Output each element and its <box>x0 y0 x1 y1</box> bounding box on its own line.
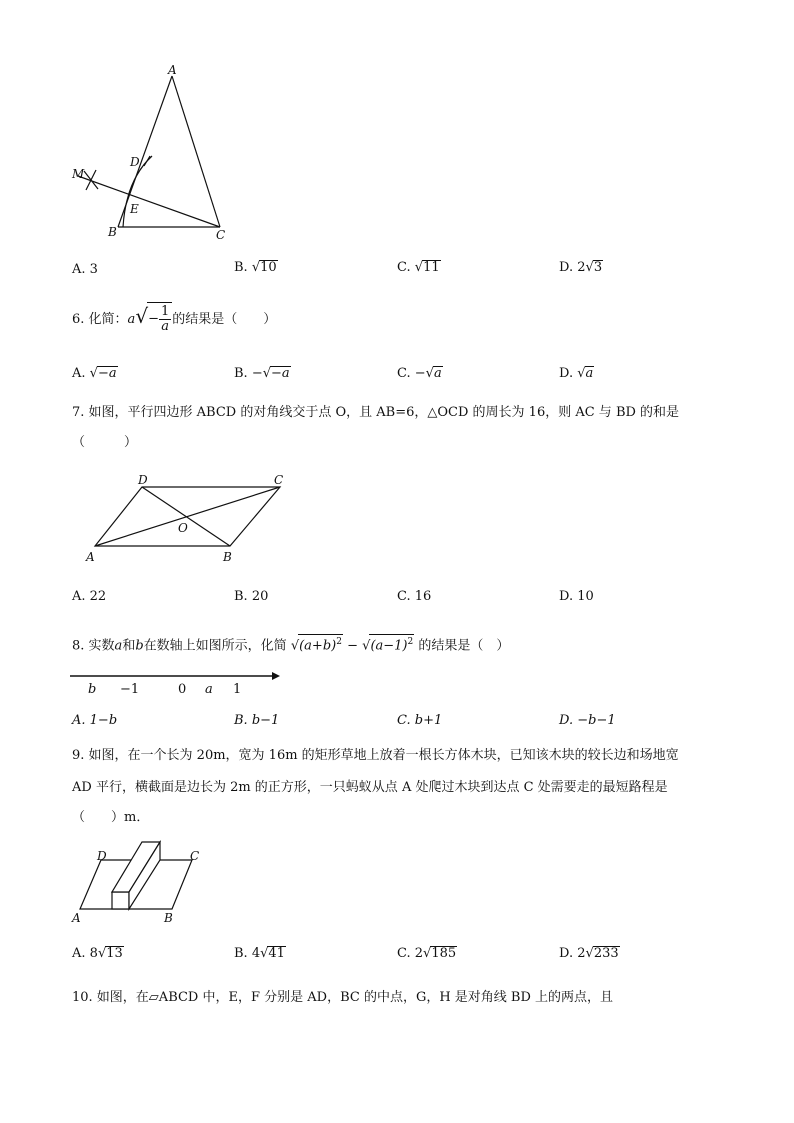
q8-suffix: 的结果是（ ） <box>418 638 510 654</box>
q9-wood-block-figure <box>70 838 220 928</box>
q6-option-d <box>559 366 594 381</box>
q6-option-b <box>234 366 291 381</box>
q8-number-line <box>68 665 288 697</box>
sqrt-symbol: √ <box>585 260 594 275</box>
q6-stem <box>72 302 276 334</box>
radicand-2 <box>369 634 414 653</box>
label-o: O <box>178 521 188 535</box>
option-prefix: D. <box>559 366 574 381</box>
radicand: −a <box>97 366 117 381</box>
label-b: B <box>108 225 117 239</box>
label-d: D <box>97 849 107 863</box>
label-c: C <box>274 473 284 487</box>
option-prefix: A. <box>72 262 86 277</box>
q8-option-d: D. −b−1 <box>559 713 616 728</box>
label-d: D <box>138 473 148 487</box>
option-prefix: C. <box>397 366 411 381</box>
radicand: 13 <box>106 946 123 961</box>
arc-tick <box>144 156 150 166</box>
q7-stem-line2: （ ） <box>72 435 138 450</box>
diagonal-ac <box>95 487 280 546</box>
sqrt-symbol: √ <box>414 260 424 275</box>
q7-option-b: B. 20 <box>234 589 269 604</box>
q7-option-a: A. 22 <box>72 589 107 604</box>
sqrt-symbol: √ <box>585 946 594 961</box>
radicand: 3 <box>593 260 603 275</box>
sqrt-symbol: √ <box>290 638 300 654</box>
q5-option-c <box>397 260 441 275</box>
radicand: a <box>585 366 594 381</box>
neg-sign: − <box>148 311 159 327</box>
option-sign: − <box>414 366 426 381</box>
label-c: C <box>216 228 226 242</box>
radicand: 11 <box>423 260 440 275</box>
q5-triangle-figure <box>60 60 250 250</box>
q8-option-c: C. b+1 <box>397 713 443 728</box>
var-a: a <box>127 312 136 327</box>
label-b: B <box>164 911 173 925</box>
option-prefix: A. <box>72 946 86 961</box>
sqrt-symbol: √ <box>251 260 261 275</box>
expr-1: (a+b) <box>299 638 337 654</box>
q6-option-a <box>72 366 118 381</box>
q5-option-d <box>559 260 603 275</box>
sqrt-symbol: √ <box>577 366 586 381</box>
q7-option-c: C. 16 <box>397 589 432 604</box>
tick-label-a: a <box>205 682 213 697</box>
exp-1: 2 <box>336 637 342 647</box>
q8-and: 和 <box>122 638 136 654</box>
fraction <box>159 305 171 334</box>
q9-option-c <box>397 946 457 961</box>
label-c: C <box>190 849 200 863</box>
q10-stem-line1: 10. 如图，在▱ABCD 中，E，F 分别是 AD，BC 的中点，G，H 是对角线 BD 上的两点，且 <box>72 990 614 1005</box>
option-coef: 4 <box>251 946 261 961</box>
sqrt-symbol: √ <box>135 304 149 328</box>
option-prefix: B. <box>234 946 248 961</box>
option-coef: 2 <box>577 946 586 961</box>
label-a: A <box>86 550 95 564</box>
option-coef: 2 <box>577 260 586 275</box>
diagonal-bd <box>142 487 230 546</box>
line-ac <box>172 76 220 227</box>
option-coef: 2 <box>414 946 424 961</box>
label-a: A <box>168 63 177 77</box>
tick-label-b: b <box>88 682 97 697</box>
axis-arrow <box>272 672 280 680</box>
option-prefix: D. <box>559 946 574 961</box>
radicand: a <box>433 366 442 381</box>
sqrt-symbol: √ <box>97 946 107 961</box>
var-b: b <box>135 638 144 654</box>
radicand <box>147 302 172 334</box>
option-sign: − <box>251 366 263 381</box>
option-prefix: B. <box>234 366 248 381</box>
block-front-face <box>112 892 129 909</box>
radicand-1 <box>298 634 343 653</box>
label-m: M <box>72 167 85 181</box>
option-coef: 8 <box>89 946 98 961</box>
option-prefix: B. <box>234 260 248 275</box>
q9-option-b <box>234 946 286 961</box>
tick-label-neg1: −1 <box>120 682 140 697</box>
q6-suffix: 的结果是（ ） <box>172 312 277 327</box>
option-prefix: C. <box>397 946 411 961</box>
sqrt-symbol: √ <box>423 946 432 961</box>
radicand: 185 <box>431 946 457 961</box>
q9-option-d <box>559 946 620 961</box>
q7-parallelogram-figure <box>80 468 300 568</box>
q8-mid: 在数轴上如图所示，化简 <box>143 638 287 654</box>
q8-prefix: 8. 实数 <box>72 638 115 654</box>
option-value: 3 <box>89 262 98 277</box>
q7-stem-line1: 7. 如图，平行四边形 ABCD 的对角线交于点 O，且 AB=6，△OCD 的周长为 16，则 AC 与 BD 的和是 <box>72 405 680 420</box>
q8-option-a: A. 1−b <box>72 713 118 728</box>
radicand: 10 <box>260 260 277 275</box>
option-prefix: A. <box>72 366 86 381</box>
sqrt-symbol: √ <box>260 946 269 961</box>
q9-stem-line2: AD 平行，横截面是边长为 2m 的正方形，一只蚂蚁从点 A 处爬过木块到达点 C 处需要走的最短路程是 <box>72 780 668 795</box>
denominator: a <box>161 319 169 334</box>
label-e: E <box>130 202 139 216</box>
sqrt-symbol: √ <box>89 366 98 381</box>
label-a: A <box>72 911 81 925</box>
radicand: 41 <box>268 946 285 961</box>
q5-option-a <box>72 262 98 277</box>
option-prefix: C. <box>397 260 411 275</box>
numerator: 1 <box>160 304 170 319</box>
q6-option-c <box>397 366 443 381</box>
sqrt-symbol: √ <box>425 366 434 381</box>
option-prefix: D. <box>559 260 574 275</box>
line-mc <box>78 176 220 227</box>
sqrt-symbol: √ <box>362 638 371 654</box>
radicand: 233 <box>593 946 619 961</box>
minus-sign: − <box>347 638 358 654</box>
var-a: a <box>114 638 123 654</box>
label-b: B <box>223 550 232 564</box>
q9-stem-line1: 9. 如图，在一个长为 20m，宽为 16m 的矩形草地上放着一根长方体木块，已知该木块的较长边和场地宽 <box>72 748 679 763</box>
q8-option-b: B. b−1 <box>234 713 280 728</box>
radicand: −a <box>271 366 290 381</box>
sqrt-symbol: √ <box>262 366 272 381</box>
label-d: D <box>130 155 140 169</box>
tick-label-zero: 0 <box>178 682 187 697</box>
q7-option-d: D. 10 <box>559 589 594 604</box>
tick-label-one: 1 <box>233 682 242 697</box>
q8-stem <box>72 634 509 653</box>
exp-2: 2 <box>407 637 414 647</box>
expr-2: (a−1) <box>370 638 408 654</box>
q5-option-b <box>234 260 278 275</box>
q9-stem-line3: （ ）m． <box>72 810 150 825</box>
q9-option-a <box>72 946 124 961</box>
q6-prefix: 6. 化简： <box>72 312 128 327</box>
